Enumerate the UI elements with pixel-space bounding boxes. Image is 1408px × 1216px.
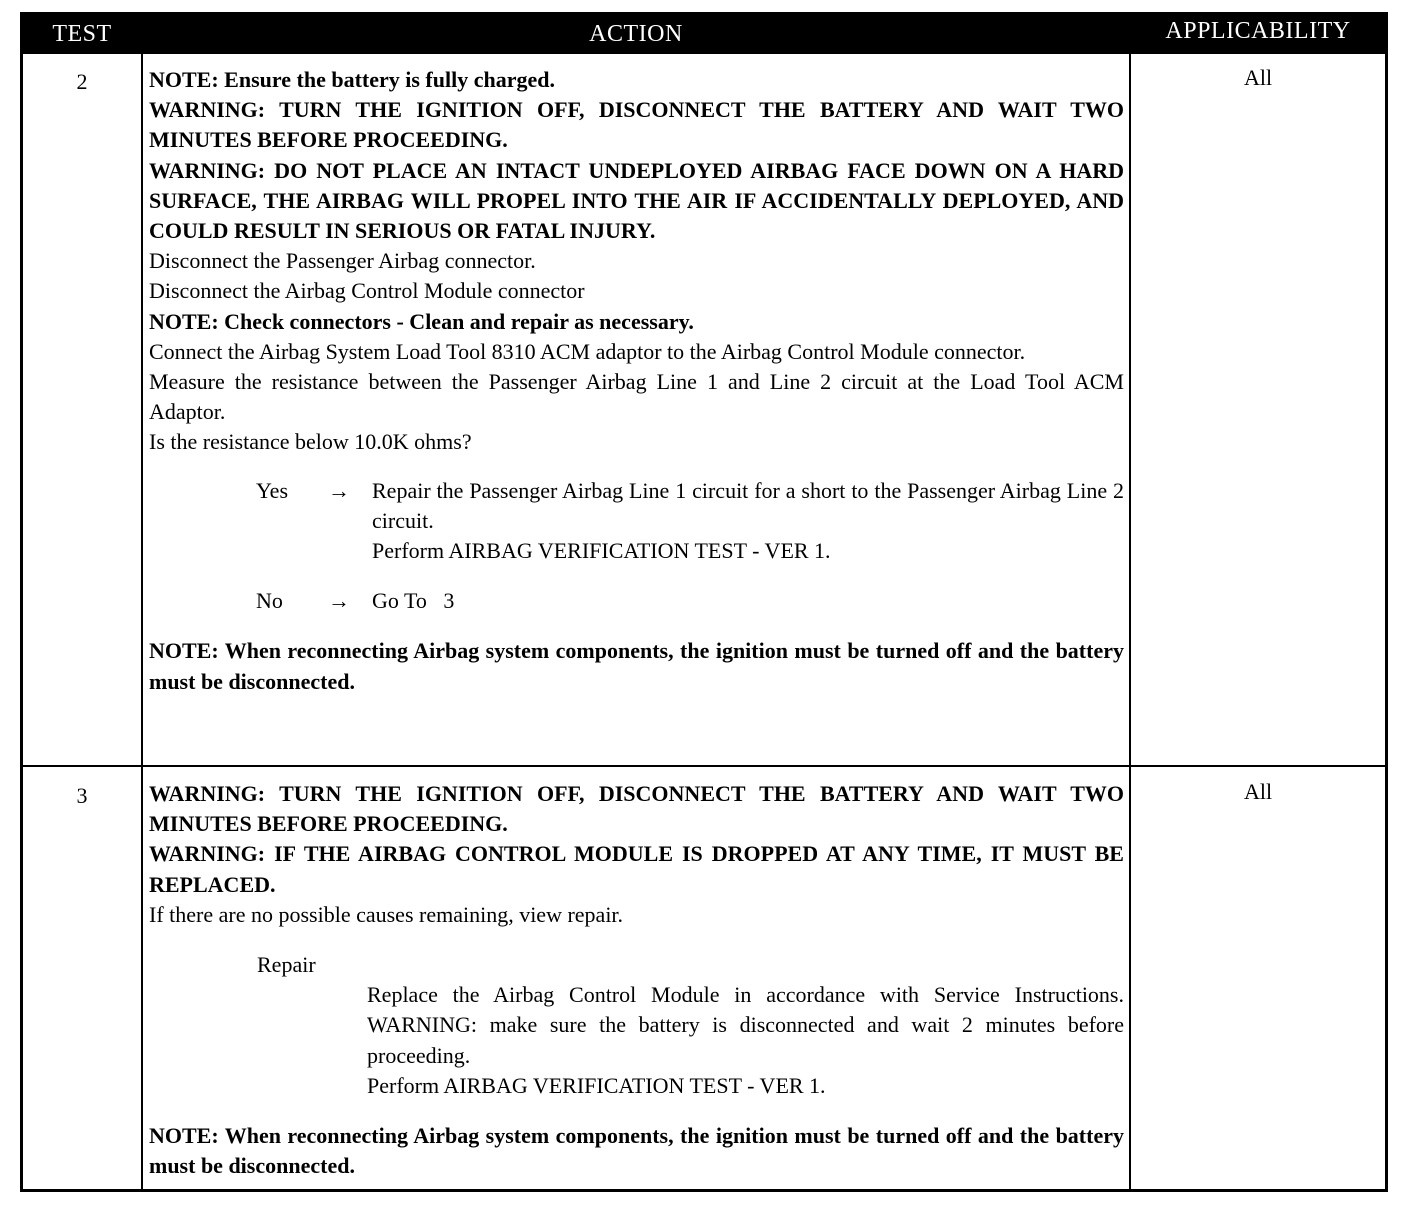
no-result: Go To 3 xyxy=(372,588,455,614)
question-text: Is the resistance below 10.0K ohms? xyxy=(149,429,472,455)
warning-text: WARNING: DO NOT PLACE AN INTACT UNDEPLOYED AIRBAG FACE DOWN ON A HARD SURFACE, THE AIRBAG WILL PROPEL INTO THE AIR IF ACCIDENTALLY DEPLOYED, AND COULD RESULT IN SERIOUS OR FATAL INJURY. xyxy=(149,157,1124,244)
header-applicability: APPLICABILITY xyxy=(1165,18,1351,44)
repair-body xyxy=(149,980,1124,1101)
step-text: If there are no possible causes remaining, view repair. xyxy=(149,901,624,927)
note-text: NOTE: Check connectors - Clean and repair as necessary. xyxy=(149,308,694,334)
table-header xyxy=(23,15,1385,54)
final-note: NOTE: When reconnecting Airbag system components, the ignition must be turned off and the battery must be disconnected. xyxy=(149,1123,1124,1179)
arrow-right-icon: → xyxy=(328,477,350,503)
header-action: ACTION xyxy=(589,21,683,47)
header-test: TEST xyxy=(52,21,112,47)
column-divider xyxy=(1129,54,1131,1189)
step-text: Disconnect the Passenger Airbag connector. xyxy=(149,248,536,274)
yes-result-text: Repair the Passenger Airbag Line 1 circuit for a short to the Passenger Airbag Line 2 circuit. xyxy=(372,477,1124,533)
warning-text: WARNING: TURN THE IGNITION OFF, DISCONNECT THE BATTERY AND WAIT TWO MINUTES BEFORE PROCEEDING. xyxy=(149,781,1124,837)
yes-branch xyxy=(149,476,1124,567)
yes-label: Yes xyxy=(256,477,289,503)
action-cell xyxy=(149,65,1124,697)
diagnostic-table xyxy=(20,12,1388,1192)
arrow-right-icon: → xyxy=(328,588,350,614)
row-divider xyxy=(23,765,1385,767)
step-text: Connect the Airbag System Load Tool 8310 ACM adaptor to the Airbag Control Module connector. xyxy=(149,338,1026,364)
repair-text: Perform AIRBAG VERIFICATION TEST - VER 1. xyxy=(367,1072,826,1098)
test-number: 3 xyxy=(76,783,88,808)
repair-text: Replace the Airbag Control Module in accordance with Service Instructions. WARNING: make sure the battery is disconnected and wait 2 minutes before proceeding. xyxy=(367,982,1124,1068)
yes-result xyxy=(372,476,1124,567)
warning-text: WARNING: TURN THE IGNITION OFF, DISCONNECT THE BATTERY AND WAIT TWO MINUTES BEFORE PROCEEDING. xyxy=(149,97,1124,153)
final-note: NOTE: When reconnecting Airbag system components, the ignition must be turned off and the battery must be disconnected. xyxy=(149,638,1124,694)
action-cell xyxy=(149,779,1124,1181)
repair-label: Repair xyxy=(257,952,316,978)
no-label: No xyxy=(256,588,283,614)
applicability-value: All xyxy=(1243,65,1273,90)
test-number: 2 xyxy=(76,69,88,94)
step-text: Measure the resistance between the Passenger Airbag Line 1 and Line 2 circuit at the Load Tool ACM Adaptor. xyxy=(149,369,1124,425)
warning-text: WARNING: IF THE AIRBAG CONTROL MODULE IS DROPPED AT ANY TIME, IT MUST BE REPLACED. xyxy=(149,841,1124,897)
step-text: Disconnect the Airbag Control Module connector xyxy=(149,278,585,304)
note-text: NOTE: Ensure the battery is fully charged. xyxy=(149,67,555,92)
yes-result-text: Perform AIRBAG VERIFICATION TEST - VER 1. xyxy=(372,538,831,564)
no-branch xyxy=(149,586,1124,616)
applicability-value: All xyxy=(1243,779,1273,804)
column-divider xyxy=(141,54,143,1189)
